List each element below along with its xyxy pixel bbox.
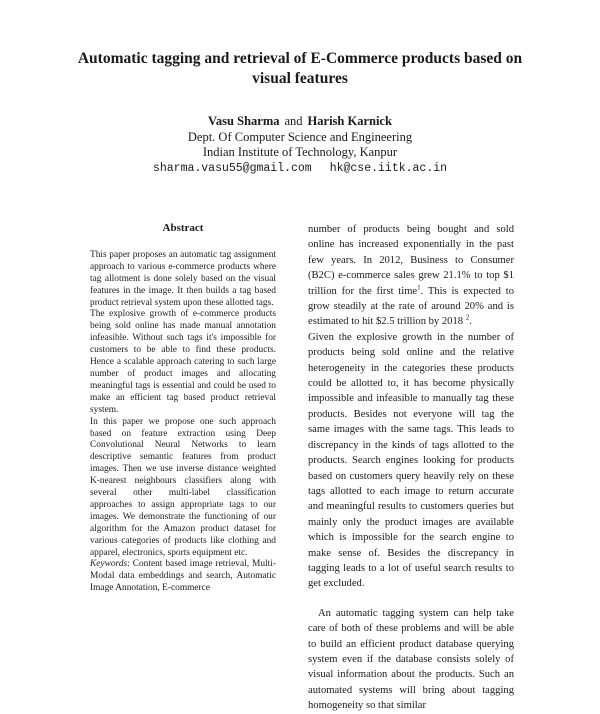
author-and: and <box>284 114 303 128</box>
body-column <box>308 222 514 714</box>
abstract-paragraph-3: In this paper we propose one such approach based on feature extraction using Deep Convolutional Neural Networks to learn descriptive semantic features from product images. Then we use inverse distance weighted K-nearest neighbours classifiers along with several other multi-label classification approaches to assign appropriate tags to our images. We demonstrate the functioning of our algorithm for the Amazon product dataset for various categories of products like clothing and apparel, electronics, sports equipment etc. <box>90 416 276 558</box>
abstract-keywords <box>90 559 276 595</box>
body-paragraph-2: Given the explosive growth in the number of products being sold online and the relative heterogeneity in the categories these products could be allotted to, it has become physically impossible and infeasible to manually tag these products. Besides not everyone will tag the same images with the same tags. This leads to discrepancy in the kinds of tags allotted to the products. Search engines looking for products based on customers query heavily rely on these tags allotted to each image to return accurate and meaningful results to customers queries but mainly only the product images are available which is impossible for the search engine to make sense of. Besides the discrepancy in tagging leads to a lot of useful search results to get excluded. <box>308 331 514 590</box>
author-department: Dept. Of Computer Science and Engineering <box>187 129 413 144</box>
body-paragraph-1-part-c: . <box>469 316 472 328</box>
body-paragraph-3: An automatic tagging system can help take care of both of these problems and will be able to build an efficient product database querying system even if the database consists solely of visual information about the products. Such an automated systems will bring about tagging homogeneity so that similar <box>308 607 514 712</box>
author-institute: Indian Institute of Technology, Kanpur <box>202 145 398 159</box>
footnote-marker-1: 1 <box>417 283 421 292</box>
body-paragraph-1-part-b: . This is expected to grow steadily at the rate of around 20% and is estimated to hit $2.5 trillion by 2018 <box>308 285 514 328</box>
author-block <box>100 114 500 176</box>
paper-title: Automatic tagging and retrieval of E-Commerce products based on visual features <box>77 50 523 87</box>
footnote-marker-2: 2 <box>465 313 470 322</box>
abstract-heading: Abstract <box>162 222 204 234</box>
author-names <box>100 114 500 130</box>
body-paragraph-1 <box>308 222 514 330</box>
keywords-text: : Content based image retrieval, Multi-Modal data embeddings and search, Automatic Image Annotation, E-commerce <box>90 559 276 594</box>
email-1: sharma.vasu55@gmail.com <box>152 161 312 175</box>
body-paragraph-1-part-a: number of products being bought and sold online has increased exponentially in the past few years. In 2012, Business to Consumer (B2C) e-commerce sales grew 21.1% to top $1 trillion for the first time <box>308 224 514 297</box>
author-2: Harish Karnick <box>307 114 392 128</box>
author-emails <box>100 161 500 177</box>
abstract-paragraph-1: This paper proposes an automatic tag assignment approach to various e-commerce products where tag allotment is done solely based on the visual features in the image. It then builds a tag based product retrieval system upon these allotted tags. <box>90 249 276 308</box>
author-1: Vasu Sharma <box>208 114 280 128</box>
abstract-column <box>90 223 276 595</box>
keywords-label: Keywords <box>90 559 128 570</box>
email-2: hk@cse.iitk.ac.in <box>329 161 448 175</box>
abstract-paragraph-2: The explosive growth of e-commerce products being sold online has made manual annotation infeasible. Without such tags it's impossible for customers to be able to find these products. Hence a scalable approach catering to such large number of product images and allocating meaningful tags is essential and could be used to make an efficient tag based product retrieval system. <box>90 309 276 415</box>
